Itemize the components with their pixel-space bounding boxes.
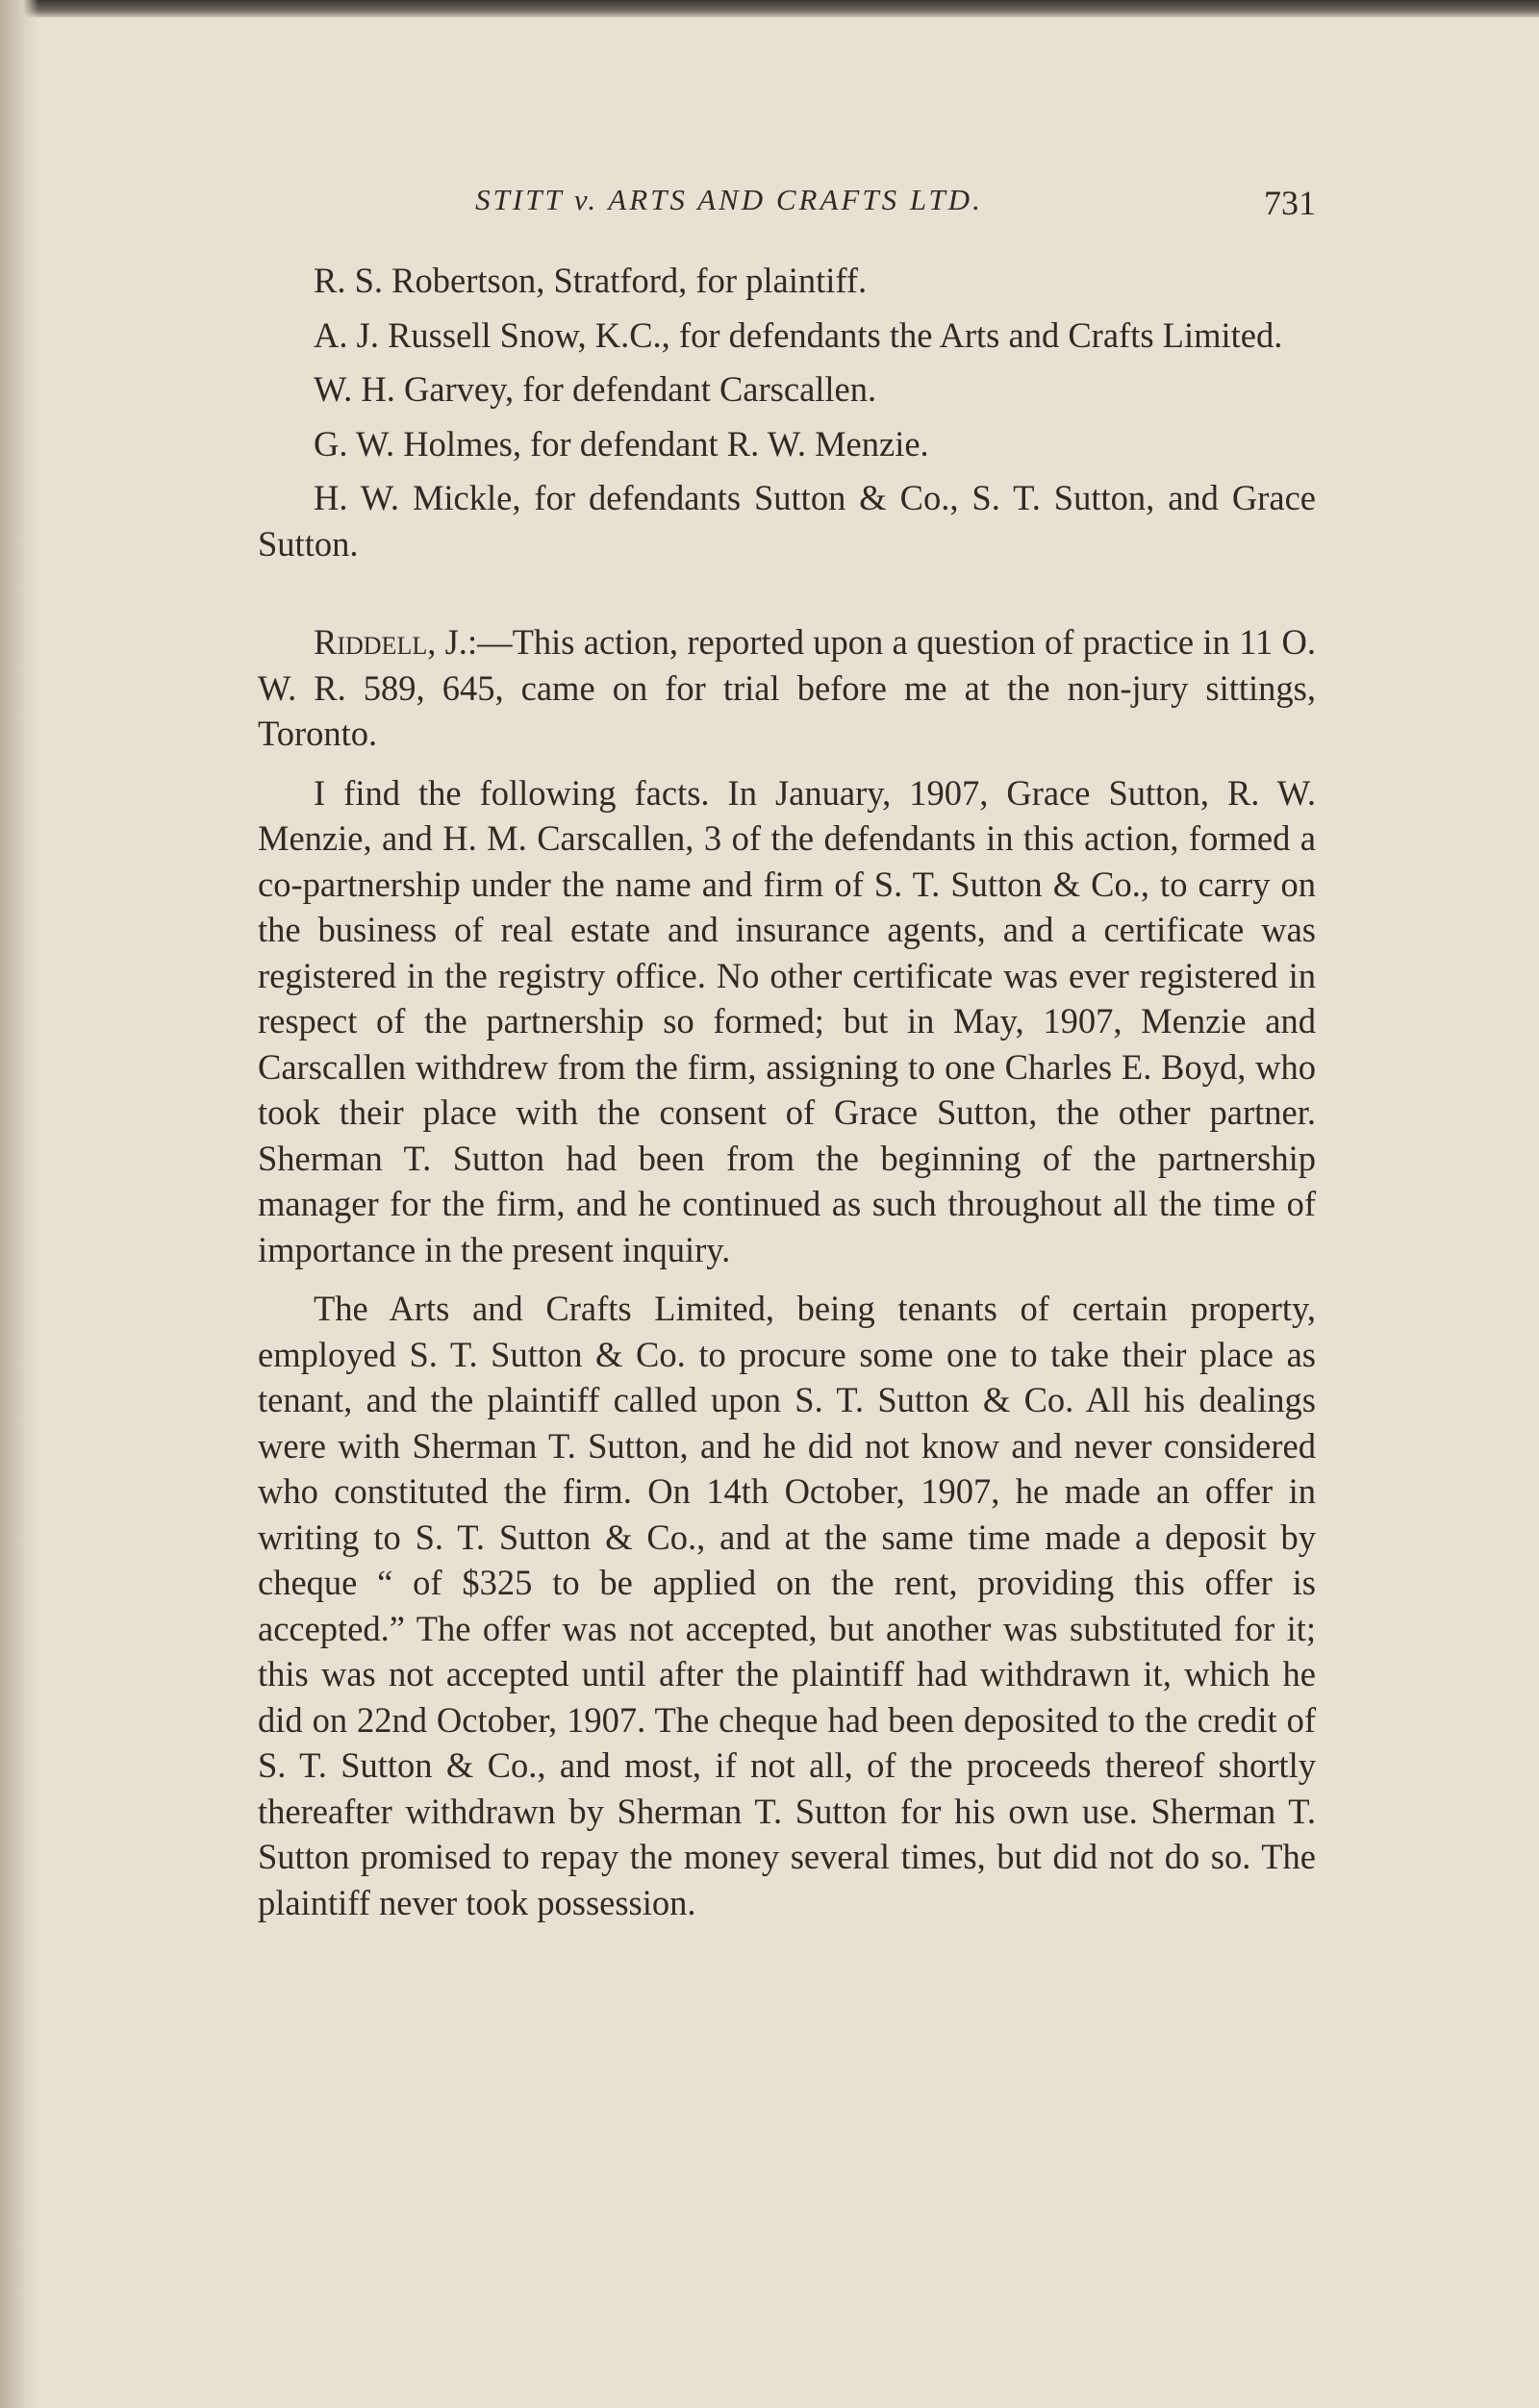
running-title: STITT v. ARTS AND CRAFTS LTD.	[475, 183, 983, 216]
counsel-line: W. H. Garvey, for defendant Carscallen.	[314, 369, 877, 409]
judgment-paragraph: I find the following facts. In January, 1907, Grace Sutton, R. W. Menzie, and H. M. Carscallen, 3 of the defendants in this action, formed a co-partnership under the name and firm of S. T. Sutton & Co., to carry on the business of real estate and insurance agents, and a certificate was registered in the registry office. No other certificate was ever registered in respect of the partnership so formed; but in May, 1907, Menzie and Carscallen withdrew from the firm, assigning to one Charles E. Boyd, who took their place with the consent of Grace Sutton, the other partner. Sherman T. Sutton had been from the beginning of the partnership manager for the firm, and he continued as such throughout all the time of importance in the present inquiry.	[258, 772, 1316, 1269]
judgment-text	[258, 619, 1316, 1925]
judgment-opening-text: :—This action, reported upon a question of practice in 11 O. W. R. 589, 645, came on for trial before me at the non-jury sittings, Toronto.	[258, 622, 1316, 753]
judgment-paragraph: The Arts and Crafts Limited, being tenants of certain property, employed S. T. Sutton & Co. to procure some one to take their place as tenant, and the plaintiff called upon S. T. Sutton & Co. All his dealings were with Sherman T. Sutton, and he did not know and never considered who constituted the firm. On 14th October, 1907, he made an offer in writing to S. T. Sutton & Co., and at the same time made a deposit by cheque “ of $325 to be applied on the rent, providing this offer is accepted.” The offer was not accepted, but another was substituted for it; this was not accepted until after the plaintiff had withdrawn it, which he did on 22nd October, 1907. The cheque had been deposited to the credit of S. T. Sutton & Co., and most, if not all, of the proceeds thereof shortly thereafter withdrawn by Sherman T. Sutton for his own use. Sherman T. Sutton promised to repay the money several times, but did not do so. The plaintiff never took possession.	[258, 1289, 1316, 1922]
page-number: 731	[1264, 184, 1316, 222]
counsel-line: G. W. Holmes, for defendant R. W. Menzie.	[314, 423, 929, 464]
counsel-line: H. W. Mickle, for defendants Sutton & Co., S. T. Sutton, and Grace Sutton.	[258, 478, 1316, 564]
book-page	[258, 183, 1316, 1939]
judge-name: Riddell, J.	[314, 622, 467, 662]
counsel-line: R. S. Robertson, Stratford, for plaintiff.	[314, 261, 868, 300]
counsel-line: A. J. Russell Snow, K.C., for defendants the Arts and Crafts Limited.	[314, 314, 1283, 355]
counsel-list	[258, 258, 1316, 566]
judgment-opening-paragraph	[258, 619, 1316, 757]
running-head	[258, 183, 1316, 240]
page-top-edge	[0, 0, 1539, 17]
book-gutter-shadow	[0, 0, 38, 2408]
